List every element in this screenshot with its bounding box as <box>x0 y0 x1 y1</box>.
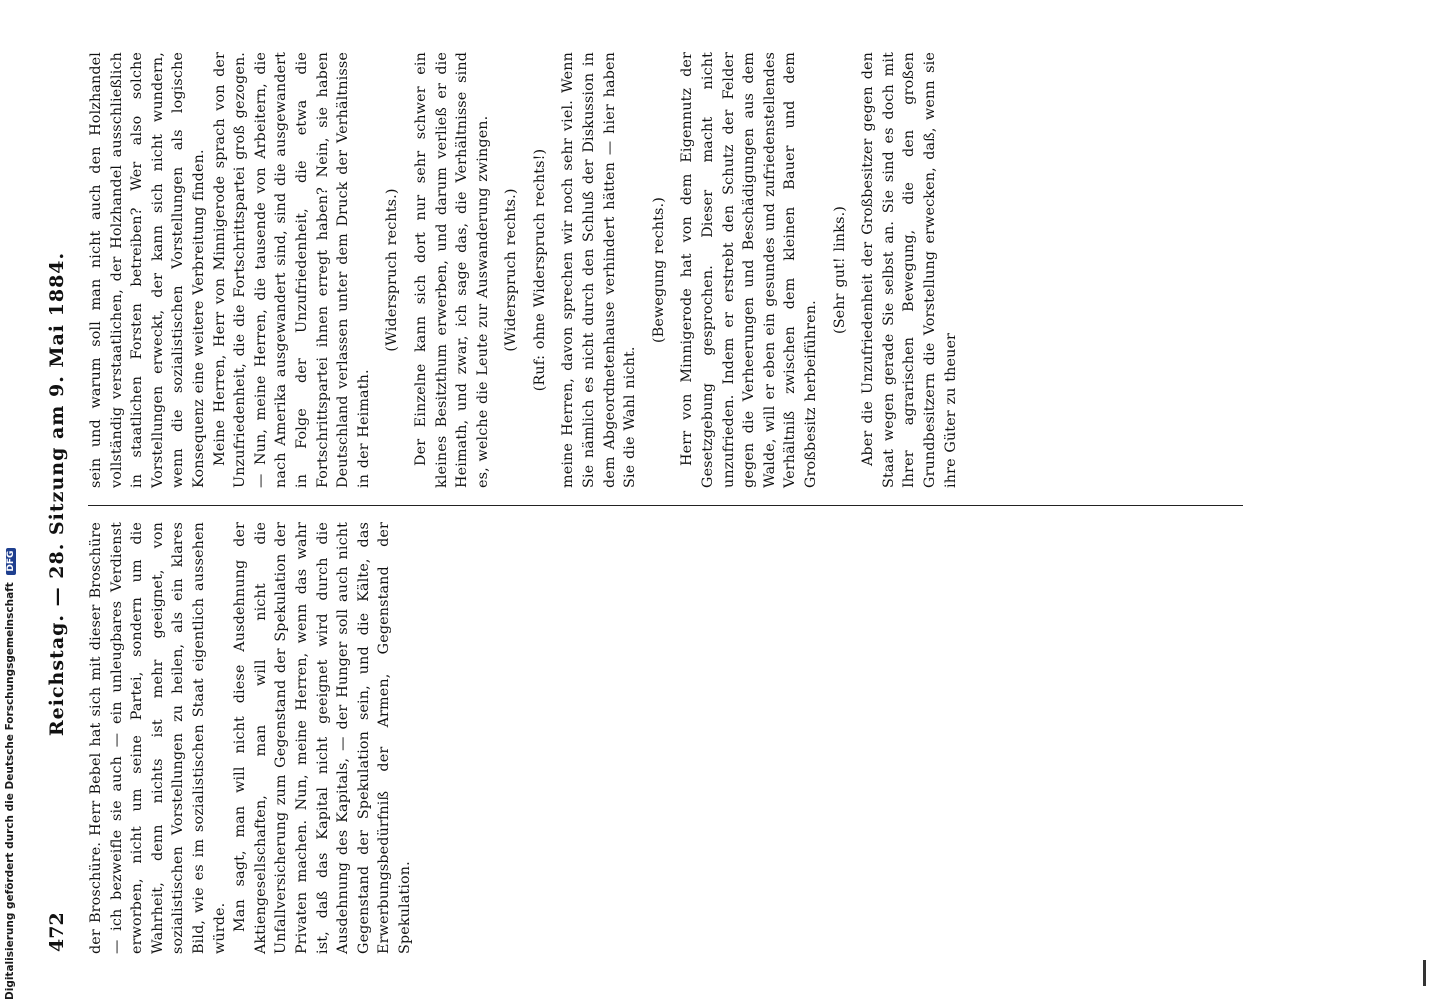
interjection: (Widerspruch rechts.) <box>503 188 520 352</box>
right-paragraph: Herr von Minnigerode hat von dem Eigennutz der Gesetzgebung gesprochen. Dieser macht nicht unzufrieden. Indem er erstrebt den Schutz der Felder gegen die Verheerungen und Beschädigungen aus dem Walde, will er eben ein gesundes und zufriedenstellendes Verhältniß zwischen dem kleinen Bauer und dem Großbesitz herbeiführen. <box>679 52 819 488</box>
interjection: (Sehr gut! links.) <box>831 206 848 334</box>
dfg-logo-icon: DFG <box>6 548 16 575</box>
page-header <box>40 36 76 952</box>
interjection: (Widerspruch rechts.) <box>384 188 401 352</box>
right-paragraph: Aber die Unzufriedenheit der Großbesitzer gegen den Staat wegen gerade Sie selbst an. Sie sind es doch mit Ihrer agrarischen Bewegung, die den großen Grundbesitzern die Vorstellung erwecken, daß, wenn sie ihre Güter zu theuer <box>860 52 959 488</box>
left-paragraph: der Broschüre. Herr Bebel hat sich mit dieser Broschüre — ich bezweifle sie auch — ein unleugbares Verdienst erworben, nicht um seine Partei, sondern um die Wahrheit, denn nichts ist mehr geeignet, von sozialistischen Vorstellungen zu heilen, als ein klares Bild, wie es im sozialistischen Staat eigentlich aussehen würde. <box>88 522 228 954</box>
right-column <box>86 52 1216 488</box>
left-paragraph: Man sagt, man will nicht diese Ausdehnung der Aktiengesellschaften, man will nicht die Unfallversicherung zum Gegenstand der Spekulation der Privaten machen. Nun, meine Herren, wenn das wahr ist, daß das Kapital nicht geeignet wird durch die Ausdehnung des Kapitals, — der Hunger soll auch nicht Gegenstand der Spekulation sein, und die Kälte, das Erwerbungsbedürfniß der Armen, Gegenstand der Spekulation. <box>232 522 413 954</box>
page-number: 472 <box>46 912 68 952</box>
page-title: Reichstag. — 28. Sitzung am 9. Mai 1884. <box>46 251 68 737</box>
right-paragraph: sein und warum soll man nicht auch den Holzhandel vollständig verstaatlichen, der Holzhandel ausschließlich in staatlichen Forsten betreiben? Wer also solche Vorstellungen erweckt, der kann sich nicht wundern, wenn die sozialistischen Vorstellungen als logische Konsequenz eine weitere Verbreitung finden. <box>88 52 207 488</box>
column-divider <box>88 505 1243 506</box>
interjection: (Ruf: ohne Widerspruch rechts!) <box>531 148 548 392</box>
right-paragraph: meine Herren, davon sprechen wir noch sehr viel. Wenn Sie nämlich es nicht durch den Schluß der Diskussion in dem Abgeordnetenhause verhindert hätten — hier haben Sie die Wahl nicht. <box>560 52 639 488</box>
right-paragraph: Der Einzelne kann sich dort nur sehr schwer ein kleines Besitzthum erwerben, und darum verließ er die Heimath, und zwar, ich sage das, die Verhältnisse sind es, welche die Leute zur Auswanderung zwingen. <box>412 52 491 488</box>
right-paragraph: Meine Herren, Herr von Minnigerode sprach von der Unzufriedenheit, die die Fortschrittspartei groß gezogen. — Nun, meine Herren, die tausende von Arbeitern, die nach Amerika ausgewandert sind, sind die ausgewandert in Folge der Unzufriedenheit, die etwa die Fortschrittspartei ihnen erregt haben? Nein, sie haben Deutschland verlassen unter dem Druck der Verhältnisse in der Heimath. <box>211 52 372 488</box>
left-column <box>86 522 1276 954</box>
scan-edge-mark <box>1423 960 1426 986</box>
interjection: (Bewegung rechts.) <box>650 197 667 343</box>
credit-text: Digitalisierung gefördert durch die Deutsche Forschungsgemeinschaft <box>4 582 16 1000</box>
